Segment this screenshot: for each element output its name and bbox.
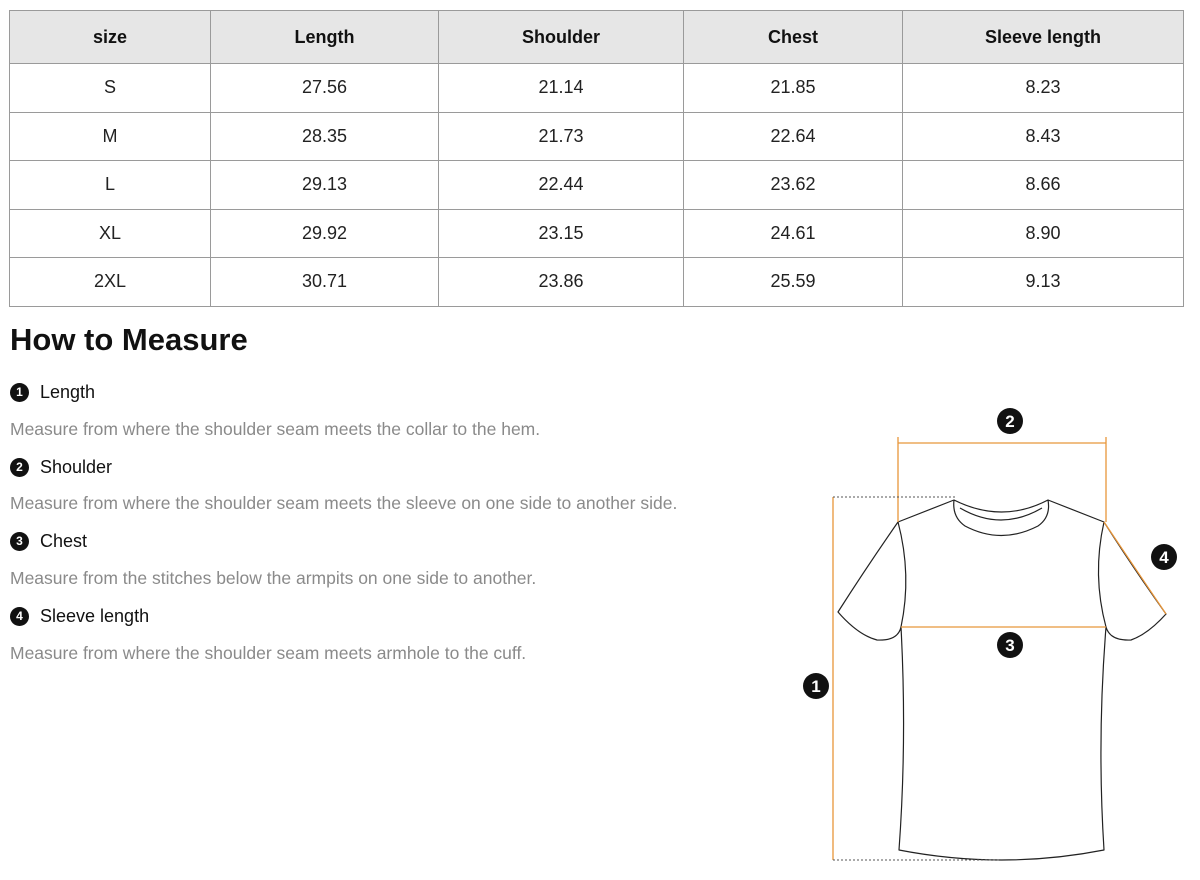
size-chart-table [9, 10, 1184, 307]
table-row [10, 258, 1184, 307]
table-cell: 29.92 [211, 209, 439, 258]
table-cell: 8.66 [903, 161, 1184, 210]
table-cell: L [10, 161, 211, 210]
table-cell: 8.23 [903, 64, 1184, 113]
table-cell: 23.62 [684, 161, 903, 210]
table-cell: 2XL [10, 258, 211, 307]
marker-2-badge [997, 408, 1023, 434]
table-cell: 30.71 [211, 258, 439, 307]
table-cell: 8.43 [903, 112, 1184, 161]
table-cell: 29.13 [211, 161, 439, 210]
table-cell: XL [10, 209, 211, 258]
table-cell: 21.85 [684, 64, 903, 113]
table-cell: 8.90 [903, 209, 1184, 258]
table-cell: 21.14 [439, 64, 684, 113]
table-cell: 9.13 [903, 258, 1184, 307]
table-row [10, 161, 1184, 210]
table-cell: S [10, 64, 211, 113]
table-cell: 21.73 [439, 112, 684, 161]
number-2-badge: 2 [10, 458, 29, 477]
column-header-sleeve-length: Sleeve length [903, 11, 1184, 64]
marker-3-badge [997, 632, 1023, 658]
table-cell: M [10, 112, 211, 161]
how-to-measure-title: How to Measure [10, 322, 248, 357]
measure-item-chest [10, 530, 87, 552]
tshirt-measurement-diagram [790, 395, 1190, 875]
column-header-chest: Chest [684, 11, 903, 64]
table-cell: 23.15 [439, 209, 684, 258]
measure-item-description: Measure from the stitches below the armpits on one side to another. [10, 568, 537, 588]
measure-item-label: Shoulder [40, 456, 113, 477]
marker-4-badge [1151, 544, 1177, 570]
svg-text:2: 2 [1005, 412, 1015, 431]
measure-item-description: Measure from where the shoulder seam meets the sleeve on one side to another side. [10, 493, 678, 513]
svg-text:1: 1 [811, 677, 821, 696]
table-cell: 24.61 [684, 209, 903, 258]
table-cell: 25.59 [684, 258, 903, 307]
diagram-markers [803, 408, 1177, 699]
measure-item-label: Sleeve length [40, 605, 150, 626]
measure-item-label: Length [40, 381, 96, 402]
table-cell: 28.35 [211, 112, 439, 161]
column-header-length: Length [211, 11, 439, 64]
table-cell: 27.56 [211, 64, 439, 113]
svg-text:4: 4 [1159, 548, 1169, 567]
svg-text:3: 3 [1005, 636, 1015, 655]
column-header-size: size [10, 11, 211, 64]
table-cell: 23.86 [439, 258, 684, 307]
column-header-shoulder: Shoulder [439, 11, 684, 64]
measure-item-label: Chest [40, 530, 88, 551]
measure-item-description: Measure from where the shoulder seam meets the collar to the hem. [10, 419, 541, 439]
marker-1-badge [803, 673, 829, 699]
measure-item-sleeve-length [10, 605, 149, 627]
number-4-badge: 4 [10, 607, 29, 626]
table-row [10, 112, 1184, 161]
number-1-badge: 1 [10, 383, 29, 402]
measure-item-length [10, 381, 95, 403]
tshirt-outline [838, 500, 1166, 860]
measure-item-shoulder [10, 456, 112, 478]
measure-item-description: Measure from where the shoulder seam meets armhole to the cuff. [10, 643, 527, 663]
number-3-badge: 3 [10, 532, 29, 551]
length-guides [833, 497, 1000, 860]
table-row [10, 64, 1184, 113]
sleeve-measure-line [1104, 522, 1166, 614]
table-cell: 22.44 [439, 161, 684, 210]
table-header-row [10, 11, 1184, 64]
table-cell: 22.64 [684, 112, 903, 161]
table-row [10, 209, 1184, 258]
